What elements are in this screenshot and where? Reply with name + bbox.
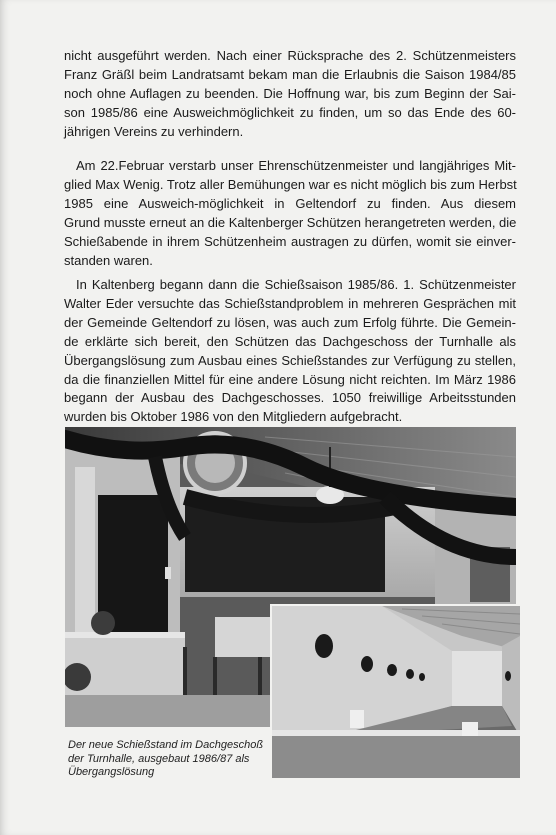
text-line: de erklärte sich bereit, den Schützen das Dachgeschoss der Turnhalle als (64, 333, 516, 349)
text-line: son 1985/86 eine Ausweichmöglichkeit zu finden, um so das Ende des 60- (64, 104, 516, 120)
text-line: Grund musste erneut an die Kaltenberger Schützen herangetreten werden, die (64, 214, 517, 230)
paragraph-2 (64, 157, 516, 270)
text-line: Walter Eder versuchte das Schießstandproblem in mehreren Gesprächen mit (64, 295, 516, 311)
shooting-range-illustration (272, 606, 520, 778)
text-line: noch ohne Auflagen zu beenden. Die Hoffnung war, bis zum Beginn der Sai- (64, 85, 516, 101)
text-line: wurden bis Oktober 1986 von den Mitgliedern aufgebracht. (64, 409, 403, 425)
caption-line: Der neue Schießstand im Dachgeschoß (68, 739, 264, 751)
paragraph-1 (64, 47, 516, 142)
text-line: Schießabende in ihrem Schützenheim austragen zu dürfen, womit sie einver- (64, 233, 516, 249)
text-line: da die finanziellen Mittel für eine andere Lösung nicht reichten. Im März 1986 (64, 371, 516, 387)
caption-line: Übergangslösung (68, 766, 155, 778)
text-line: In Kaltenberg begann dann die Schießsaison 1985/86. 1. Schützenmeister (76, 277, 516, 292)
text-line: Am 22.Februar verstarb unser Ehrenschützenmeister und langjähriges Mit- (76, 158, 516, 173)
text-line: standen waren. (64, 252, 153, 268)
text-line: Franz Gräßl beim Landratsamt bekam man die Erlaubnis die Saison 1984/85 (64, 66, 516, 82)
shooting-range-photo (270, 604, 522, 780)
paragraph-3 (64, 276, 516, 427)
text-line: Übergangslösung zum Ausbau eines Schießstandes zur Verfügung zu stellen, (64, 352, 516, 368)
text-line: der Gemeinde Geltendorf zu lösen, was auch zum Erfolg führte. Die Gemein- (64, 314, 516, 330)
caption-line: der Turnhalle, ausgebaut 1986/87 als (68, 752, 250, 765)
text-line: glied Max Wenig. Trotz aller Bemühungen war es nicht möglich bis zum Herbst (64, 176, 517, 192)
text-line: nicht ausgeführt werden. Nach einer Rücksprache des 2. Schützenmeisters (64, 48, 516, 63)
text-line: begann der Ausbau des Dachgeschosses. 1050 freiwillige Arbeitsstunden (64, 390, 516, 406)
text-line: jährigen Vereins zu verhindern. (64, 123, 244, 139)
text-line: 1985 eine Ausweich-möglichkeit in Geltendorf zu finden. Aus diesem (64, 195, 516, 211)
photo-caption (68, 739, 268, 780)
